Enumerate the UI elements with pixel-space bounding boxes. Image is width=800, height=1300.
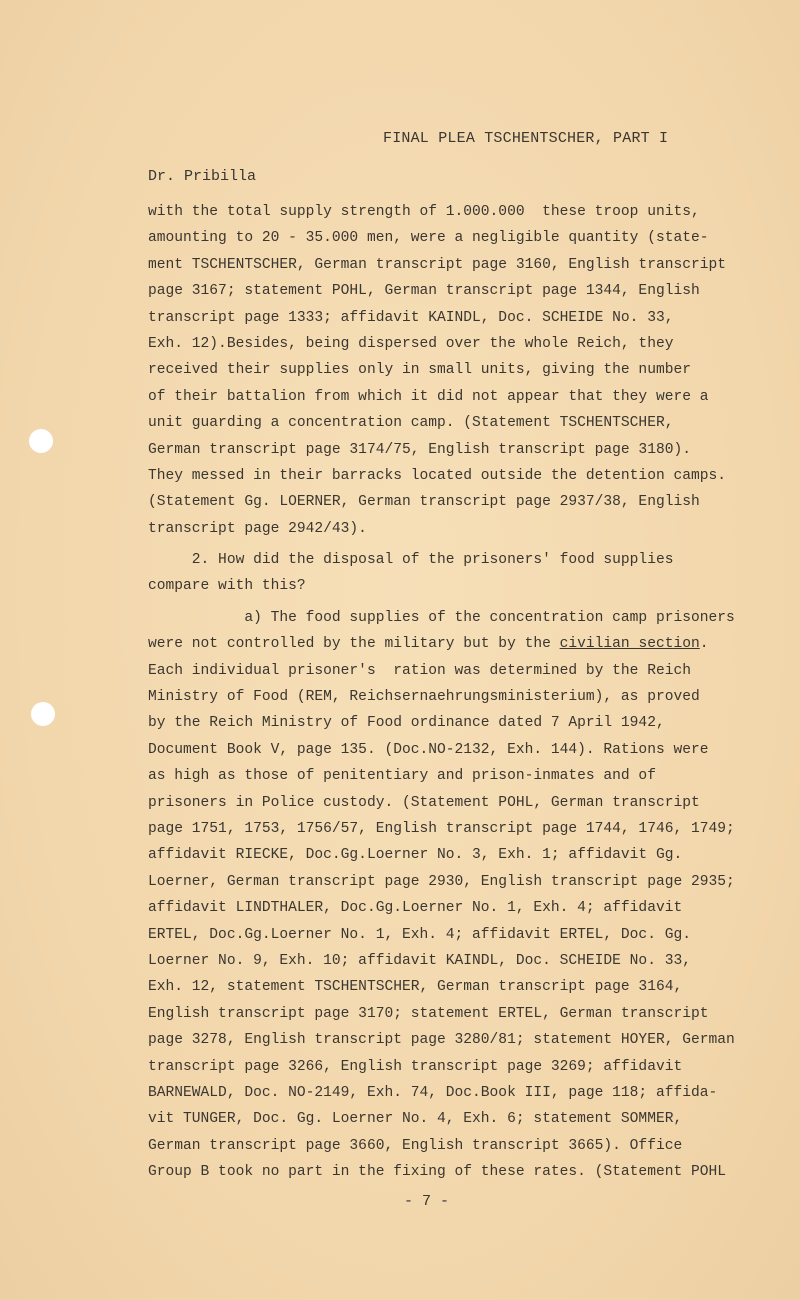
page-header-title: FINAL PLEA TSCHENTSCHER, PART I [383, 130, 669, 147]
punch-hole [31, 702, 55, 726]
text-line: They messed in their barracks located outside the detention camps. [148, 467, 727, 484]
text-line: Group B took no part in the fixing of these rates. (Statement POHL [148, 1164, 727, 1181]
text-line: (Statement Gg. LOERNER, German transcript page 2937/38, English [148, 494, 700, 511]
text-line: ERTEL, Doc.Gg.Loerner No. 1, Exh. 4; affidavit ERTEL, Doc. Gg. [148, 926, 691, 943]
text-line: transcript page 1333; affidavit KAINDL, Doc. SCHEIDE No. 33, [148, 309, 674, 326]
text-line: BARNEWALD, Doc. NO-2149, Exh. 74, Doc.Book III, page 118; affida- [148, 1084, 718, 1101]
text-segment: were not controlled by the military but by the [148, 636, 560, 653]
text-line: vit TUNGER, Doc. Gg. Loerner No. 4, Exh. 6; statement SOMMER, [148, 1111, 683, 1128]
text-line: German transcript page 3174/75, English transcript page 3180). [148, 441, 691, 458]
text-line [148, 631, 718, 657]
speaker-name: Dr. Pribilla [148, 168, 257, 185]
text-line: Exh. 12).Besides, being dispersed over the whole Reich, they [148, 335, 674, 352]
text-line: English transcript page 3170; statement ERTEL, German transcript [148, 1005, 709, 1022]
text-line: unit guarding a concentration camp. (Statement TSCHENTSCHER, [148, 415, 674, 432]
text-line: page 3278, English transcript page 3280/81; statement HOYER, German [148, 1032, 735, 1049]
text-line: Loerner, German transcript page 2930, English transcript page 2935; [148, 873, 735, 890]
text-segment: . [699, 636, 709, 653]
text-line: Document Book V, page 135. (Doc.NO-2132, Exh. 144). Rations were [148, 741, 709, 758]
text-line: as high as those of penitentiary and prison-inmates and of [148, 768, 656, 785]
text-line: of their battalion from which it did not appear that they were a [148, 388, 709, 405]
text-line: compare with this? [148, 578, 306, 595]
text-line: received their supplies only in small units, giving the number [148, 362, 691, 379]
text-line: 2. How did the disposal of the prisoners' food supplies [148, 552, 674, 569]
text-line: amounting to 20 - 35.000 men, were a negligible quantity (state- [148, 230, 709, 247]
text-line: German transcript page 3660, English transcript 3665). Office [148, 1137, 683, 1154]
text-line: Exh. 12, statement TSCHENTSCHER, German transcript page 3164, [148, 979, 683, 996]
text-line: with the total supply strength of 1.000.000 these troop units, [148, 204, 700, 220]
punch-hole [29, 429, 53, 453]
underlined-text: civilian section [559, 636, 700, 653]
text-line: transcript page 3266, English transcript page 3269; affidavit [148, 1058, 683, 1075]
text-line: affidavit RIECKE, Doc.Gg.Loerner No. 3, Exh. 1; affidavit Gg. [148, 847, 683, 864]
text-line: prisoners in Police custody. (Statement POHL, German transcript [148, 794, 700, 811]
page-number: - 7 - [404, 1193, 450, 1210]
text-line: Ministry of Food (REM, Reichsernaehrungsministerium), as proved [148, 689, 700, 706]
text-line: Each individual prisoner's ration was determined by the Reich [148, 662, 691, 679]
text-line: page 1751, 1753, 1756/57, English transcript page 1744, 1746, 1749; [148, 820, 735, 837]
text-line: Loerner No. 9, Exh. 10; affidavit KAINDL, Doc. SCHEIDE No. 33, [148, 952, 691, 969]
text-line: affidavit LINDTHALER, Doc.Gg.Loerner No. 1, Exh. 4; affidavit [148, 900, 683, 917]
text-line: page 3167; statement POHL, German transcript page 1344, English [148, 283, 700, 300]
text-line: transcript page 2942/43). [148, 520, 367, 537]
document-body [148, 199, 735, 1185]
text-line: a) The food supplies of the concentration camp prisoners [148, 609, 735, 626]
text-line: ment TSCHENTSCHER, German transcript page 3160, English transcript [148, 256, 727, 273]
text-line: by the Reich Ministry of Food ordinance dated 7 April 1942, [148, 715, 665, 732]
